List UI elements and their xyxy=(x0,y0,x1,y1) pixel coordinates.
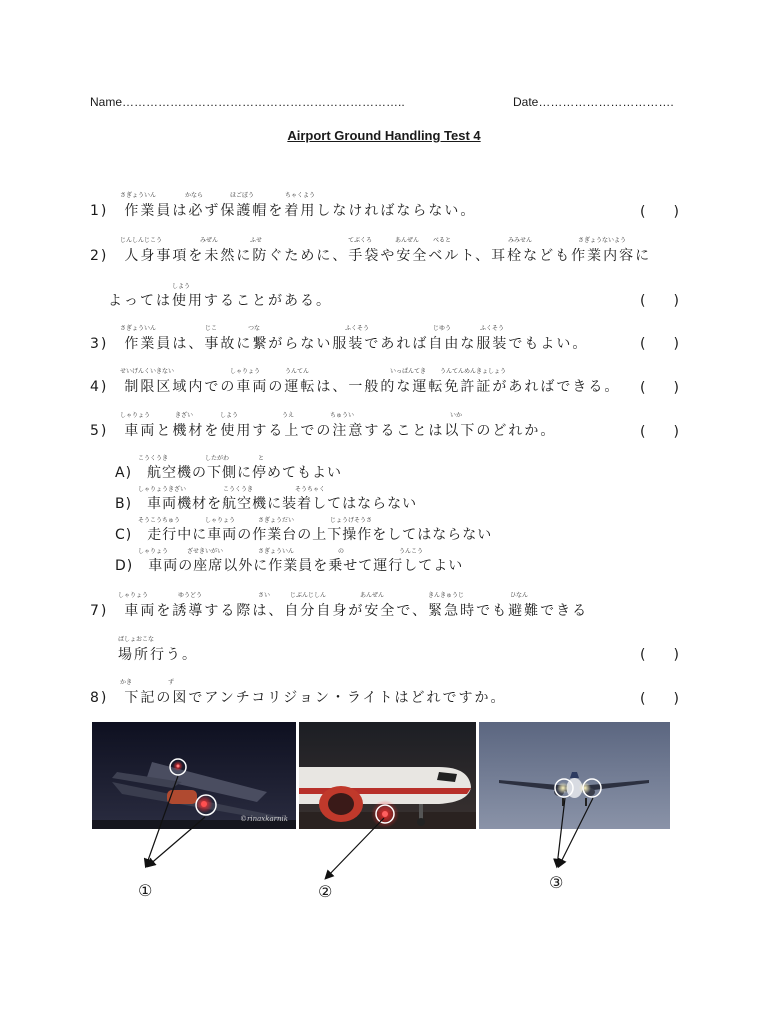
question-text-continued: 場所行う。 xyxy=(118,647,198,663)
furigana: ほごぼう xyxy=(230,192,255,199)
furigana: かなら xyxy=(185,192,204,199)
furigana: ひなん xyxy=(510,592,529,599)
furigana: そうこうちゅう xyxy=(138,517,181,524)
furigana: ばしょおこな xyxy=(118,636,155,643)
furigana: きざい xyxy=(175,412,194,419)
furigana: じょうげそうさ xyxy=(330,517,373,524)
furigana: しゃりょう xyxy=(230,368,261,375)
furigana: さぎょういん xyxy=(120,325,157,332)
furigana: つな xyxy=(248,325,261,332)
option-text: C) 走行中に車両の作業台の上下操作をしてはならない xyxy=(115,527,493,543)
furigana: いか xyxy=(450,412,463,419)
furigana: しゃりょう xyxy=(205,517,236,524)
option-text: A) 航空機の下側に停めてもよい xyxy=(115,465,343,481)
furigana: そうちゃく xyxy=(295,486,326,493)
arrow-2 xyxy=(326,818,384,878)
furigana: ふくそう xyxy=(480,325,505,332)
furigana: じゆう xyxy=(433,325,452,332)
name-field: Name…………………………………………………………….. xyxy=(90,95,405,109)
furigana: うえ xyxy=(282,412,295,419)
arrow-1b xyxy=(148,817,205,866)
furigana: こうくうき xyxy=(223,486,254,493)
furigana: ず xyxy=(168,679,175,686)
furigana: ちゃくよう xyxy=(285,192,316,199)
answer-blank[interactable]: ( ) xyxy=(640,293,679,309)
furigana: じぶんじしん xyxy=(290,592,327,599)
question-text: 4) 制限区域内での車両の運転は、一般的な運転免許証があればできる。 xyxy=(90,379,621,395)
furigana: じんしんじこう xyxy=(120,237,163,244)
furigana: きんきゅうじ xyxy=(428,592,465,599)
answer-blank[interactable]: ( ) xyxy=(640,691,679,707)
answer-blank[interactable]: ( ) xyxy=(640,647,679,663)
option-text: B) 車両機材を航空機に装着してはならない xyxy=(115,496,418,512)
furigana: ふくそう xyxy=(345,325,370,332)
furigana: かき xyxy=(120,679,133,686)
photo-watermark: ©rinaxkarnik xyxy=(240,815,288,823)
answer-blank[interactable]: ( ) xyxy=(640,204,679,220)
furigana: さぎょういん xyxy=(120,192,157,199)
answer-blank[interactable]: ( ) xyxy=(640,380,679,396)
furigana: しよう xyxy=(172,283,191,290)
furigana: しゃりょう xyxy=(118,592,149,599)
furigana: しゃりょう xyxy=(138,548,169,555)
furigana: したがわ xyxy=(205,455,230,462)
furigana: ふせ xyxy=(250,237,263,244)
question-text: 7) 車両を誘導する際は、自分自身が安全で、緊急時でも避難できる xyxy=(90,603,589,619)
photo-label-3: ③ xyxy=(549,873,564,892)
furigana: ちゅうい xyxy=(330,412,355,419)
question-text: 5) 車両と機材を使用する上での注意することは以下のどれか。 xyxy=(90,423,557,439)
furigana: の xyxy=(338,548,345,555)
furigana: しよう xyxy=(220,412,239,419)
furigana: みぜん xyxy=(200,237,219,244)
furigana: てぶくろ xyxy=(348,237,373,244)
furigana: ゆうどう xyxy=(178,592,203,599)
furigana: さい xyxy=(258,592,271,599)
furigana: さぎょうないよう xyxy=(578,237,627,244)
furigana: と xyxy=(258,455,265,462)
question-text: 8) 下記の図でアンチコリジョン・ライトはどれですか。 xyxy=(90,690,507,706)
furigana: あんぜん xyxy=(395,237,420,244)
furigana: べると xyxy=(433,237,452,244)
test-title: Airport Ground Handling Test 4 xyxy=(287,128,481,143)
furigana: うんてん xyxy=(285,368,310,375)
photo-label-1: ① xyxy=(138,881,153,900)
furigana: みみせん xyxy=(508,237,533,244)
furigana: うんこう xyxy=(399,548,424,555)
furigana: しゃりょうきざい xyxy=(138,486,187,493)
question-text: 2) 人身事項を未然に防ぐために、手袋や安全ベルト、耳栓なども作業内容に xyxy=(90,248,652,264)
furigana: しゃりょう xyxy=(120,412,151,419)
question-text: 1) 作業員は必ず保護帽を着用しなければならない。 xyxy=(90,203,477,219)
furigana: あんぜん xyxy=(360,592,385,599)
furigana: さぎょうだい xyxy=(258,517,295,524)
photo-label-2: ② xyxy=(318,882,333,901)
question-text: 3) 作業員は、事故に繋がらない服装であれば自由な服装でもよい。 xyxy=(90,336,589,352)
arrow-1a xyxy=(146,776,178,866)
option-text: D) 車両の座席以外に作業員を乗せて運行してよい xyxy=(115,558,464,574)
furigana: じこ xyxy=(205,325,218,332)
question-text-continued: よっては使用することがある。 xyxy=(108,293,332,309)
answer-blank[interactable]: ( ) xyxy=(640,336,679,352)
furigana: うんてんめんきょしょう xyxy=(440,368,507,375)
furigana: せいげんくいきない xyxy=(120,368,175,375)
date-field: Date……………………………. xyxy=(513,95,674,109)
furigana: こうくうき xyxy=(138,455,169,462)
answer-blank[interactable]: ( ) xyxy=(640,424,679,440)
furigana: いっぱんてき xyxy=(390,368,427,375)
furigana: さぎょういん xyxy=(258,548,295,555)
furigana: ざせきいがい xyxy=(187,548,224,555)
